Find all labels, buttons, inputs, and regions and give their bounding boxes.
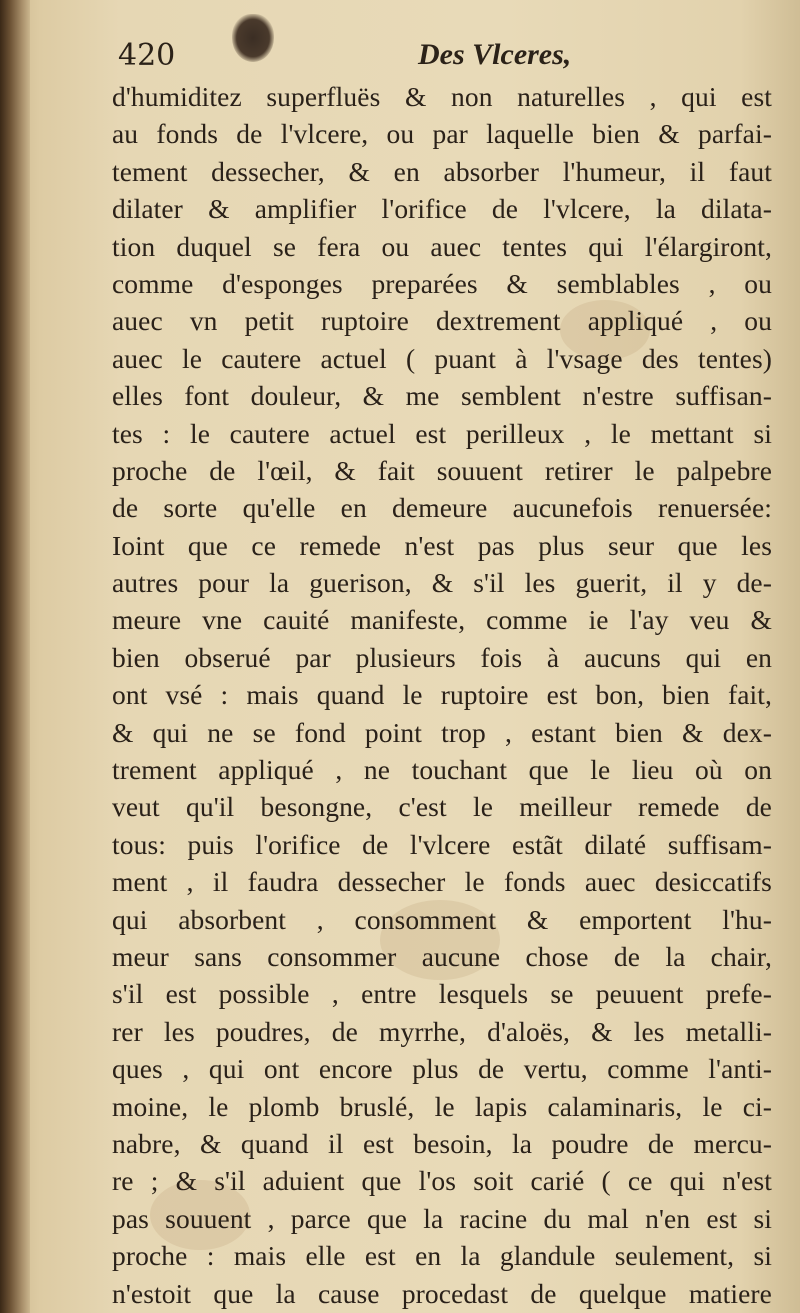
text-line: auec vn petit ruptoire dextrement appliqué , ou [112, 305, 772, 337]
text-line: de sorte qu'elle en demeure aucunefois renuersée: [112, 492, 772, 524]
text-line: dilater & amplifier l'orifice de l'vlcere, la dilata- [112, 193, 772, 225]
text-line: Ioint que ce remede n'est pas plus seur que les [112, 529, 772, 561]
text-line: proche de l'œil, & fait souuent retirer le palpebre [112, 454, 772, 486]
text-line: tement dessecher, & en absorber l'humeur, il faut [112, 155, 772, 187]
text-line: proche : mais elle est en la glandule seulement, si [112, 1240, 772, 1272]
text-line: ment , il faudra dessecher le fonds auec desiccatifs [112, 866, 772, 898]
text-line: tous: puis l'orifice de l'vlcere estãt dilaté suffisam- [112, 828, 772, 860]
text-line: meure vne cauité manifeste, comme ie l'ay veu & [112, 604, 772, 636]
text-line: rer les poudres, de myrrhe, d'aloës, & les metalli- [112, 1015, 772, 1047]
text-line: moine, le plomb bruslé, le lapis calaminaris, le ci- [112, 1090, 772, 1122]
text-line: ques , qui ont encore plus de vertu, comme l'anti- [112, 1053, 772, 1085]
text-line: tion duquel se fera ou auec tentes qui l'élargiront, [112, 230, 772, 262]
text-line: meur sans consommer aucune chose de la chair, [112, 940, 772, 972]
text-line: trement appliqué , ne touchant que le lieu où on [112, 754, 772, 786]
text-line: d'humiditez superfluës & non naturelles , qui est [112, 81, 772, 112]
running-head: Des Vlceres, [418, 38, 572, 71]
body-text [112, 78, 772, 1312]
text-line: autres pour la guerison, & s'il les guerit, il y de- [112, 567, 772, 599]
text-line: s'il est possible , entre lesquels se peuuent prefe- [112, 978, 772, 1010]
text-line: ont vsé : mais quand le ruptoire est bon, bien fait, [112, 679, 772, 711]
text-line: au fonds de l'vlcere, ou par laquelle bien & parfai- [112, 118, 772, 150]
book-gutter-shadow [0, 0, 30, 1313]
text-line: elles font douleur, & me semblent n'estre suffisan- [112, 380, 772, 412]
text-line: auec le cautere actuel ( puant à l'vsage des tentes) [112, 342, 772, 374]
text-line: pas souuent , parce que la racine du mal n'en est si [112, 1202, 772, 1234]
text-line: nabre, & quand il est besoin, la poudre de mercu- [112, 1127, 772, 1159]
text-line: tes : le cautere actuel est perilleux , le mettant si [112, 417, 772, 449]
page-number: 420 [118, 38, 176, 73]
text-line: n'estoit que la cause procedast de quelque matiere [112, 1277, 772, 1309]
text-line: re ; & s'il aduient que l'os soit carié ( ce qui n'est [112, 1165, 772, 1197]
text-line: comme d'esponges preparées & semblables , ou [112, 267, 772, 299]
text-line: bien obserué par plusieurs fois à aucuns qui en [112, 641, 772, 673]
text-line: veut qu'il besongne, c'est le meilleur remede de [112, 791, 772, 823]
page-header [118, 38, 718, 82]
text-line: qui absorbent , consomment & emportent l'hu- [112, 903, 772, 935]
text-line: & qui ne se fond point trop , estant bien & dex- [112, 716, 772, 748]
